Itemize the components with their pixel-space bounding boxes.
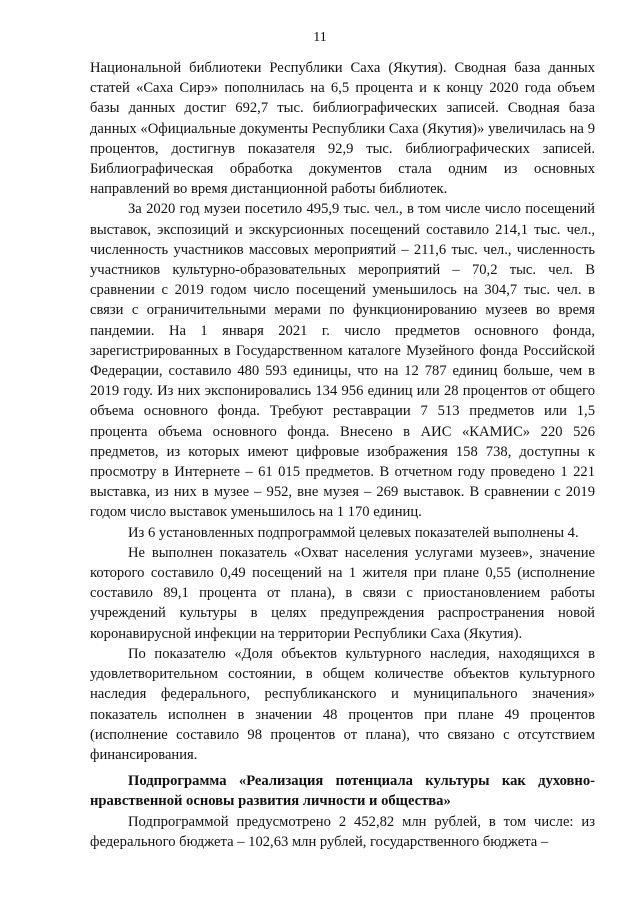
page-body [90, 58, 595, 852]
paragraph-targets-summary: Из 6 установленных подпрограммой целевых показателей выполнены 4. [128, 524, 579, 541]
paragraph-cultural-heritage: По показателю «Доля объектов культурного наследия, находящихся в удовлетворительном состоянии, в общем количестве объектов культурного наследия федерального, республиканского и муниципального значения» показатель исполнен в значении 48 процентов при плане 49 процентов (исполнение составило 98 процентов от плана), что связано с отсутствием финансирования. [90, 645, 595, 763]
paragraph-subprogram-funding: Подпрограммой предусмотрено 2 452,82 млн рублей, в том числе: из федерального бюджета – 102,63 млн рублей, государственного бюджета – [90, 813, 595, 850]
page-number: 11 [313, 30, 327, 45]
paragraph-museums: За 2020 год музеи посетило 495,9 тыс. чел., в том числе число посещений выставок, экспозиций и экскурсионных посещений составило 214,1 тыс. чел., численность участников массовых мероприятий – 211,6 тыс. чел., численность участников культурно-образовательных мероприятий – 70,2 тыс. чел. В сравнении с 2019 годом число посещений уменьшилось на 304,7 тыс. чел. в связи с ограничительными мерами по функционированию музеев во время пандемии. На 1 января 2021 г. число предметов основного фонда, зарегистрированных в Государственном каталоге Музейного фонда Российской Федерации, составило 480 593 единицы, что на 12 787 единиц больше, чем в 2019 году. Из них экспонировались 134 956 единиц или 28 процентов от общего объема основного фонда. Требуют реставрации 7 513 предметов или 1,5 процента объема основного фонда. Внесено в АИС «КАМИС» 220 526 предметов, из которых имеют цифровые изображения 158 738, доступны к просмотру в Интернете – 61 015 предметов. В отчетном году проведено 1 221 выставка, из них в музее – 952, вне музея – 269 выставок. В сравнении с 2019 годом число выставок уменьшилось на 1 170 единиц. [90, 201, 595, 521]
subprogram-heading: Подпрограмма «Реализация потенциала культуры как духовно-нравственной основы развития личности и общества» [90, 773, 595, 810]
paragraph-libraries: Национальной библиотеки Республики Саха (Якутия). Сводная база данных статей «Саха Сирэ» пополнилась на 6,5 процента и к концу 2020 года объем базы данных достиг 692,7 тыс. библиографических записей. Сводная база данных «Официальные документы Республики Саха (Якутия)» увеличилась на 9 процентов, достигнув показателя 92,9 тыс. библиографических записей. Библиографическая обработка документов стала одним из основных направлений во время дистанционной работы библиотек. [90, 60, 595, 198]
paragraph-museum-coverage: Не выполнен показатель «Охват населения услугами музеев», значение которого составило 0,49 посещений на 1 жителя при плане 0,55 (исполнение составило 89,1 процента от плана), в связи с приостановлением работы учреждений культуры в целях предупреждения распространения новой коронавирусной инфекции на территории Республики Саха (Якутия). [90, 544, 595, 642]
